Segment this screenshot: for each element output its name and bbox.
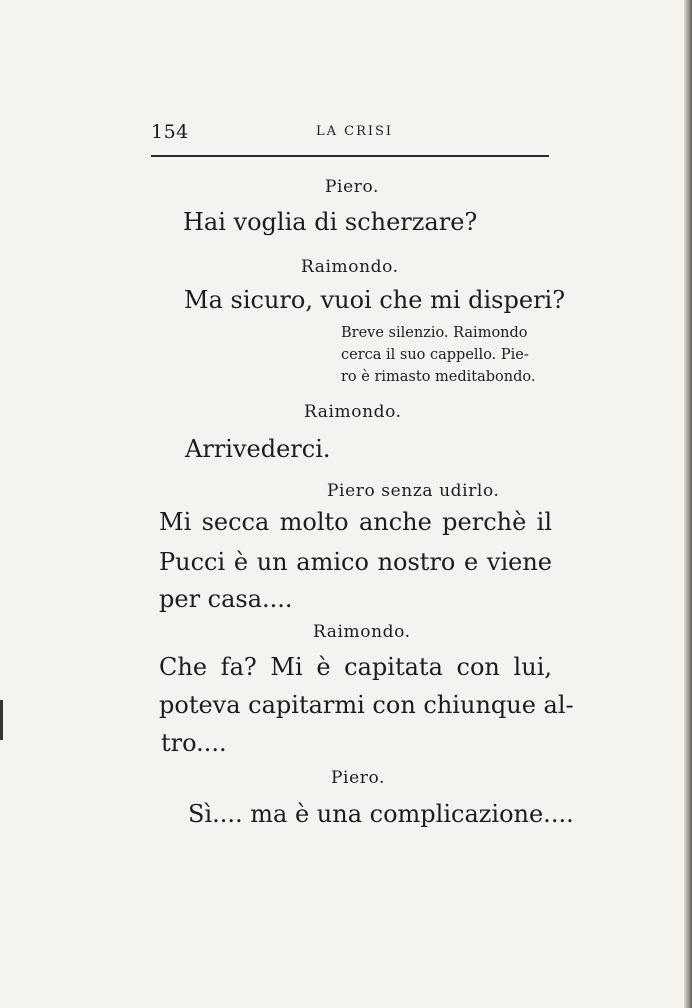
speaker-label-with-direction: Piero senza udirlo. [327, 481, 500, 501]
page-number: 154 [151, 121, 189, 143]
speaker-label: Piero. [325, 177, 380, 197]
speaker-label: Raimondo. [304, 402, 402, 422]
header-rule [151, 155, 549, 157]
speaker-label: Piero. [331, 768, 386, 788]
dialogue-paragraph-line: per casa.... [159, 585, 293, 613]
dialogue-paragraph-line: Che fa? Mi è capitata con lui, [159, 653, 552, 681]
page-edge-mark [0, 700, 3, 740]
dialogue-paragraph-line: Pucci è un amico nostro e viene [159, 548, 552, 576]
dialogue-line: Arrivederci. [185, 435, 331, 463]
page-edge [684, 0, 692, 1008]
dialogue-line: Ma sicuro, vuoi che mi disperi? [184, 286, 566, 314]
stage-direction-line: Breve silenzio. Raimondo [341, 325, 528, 341]
dialogue-paragraph-line: poteva capitarmi con chiunque al- [159, 691, 574, 719]
dialogue-line: Hai voglia di scherzare? [183, 208, 478, 236]
dialogue-paragraph-line: tro.... [161, 729, 227, 757]
dialogue-line: Sì.... ma è una complicazione.... [188, 800, 574, 828]
running-title: LA CRISI [316, 124, 394, 139]
stage-direction-line: ro è rimasto meditabondo. [341, 369, 536, 385]
stage-direction-line: cerca il suo cappello. Pie- [341, 347, 529, 363]
speaker-label: Raimondo. [313, 622, 411, 642]
dialogue-paragraph-line: Mi secca molto anche perchè il [159, 508, 552, 536]
speaker-label: Raimondo. [301, 257, 399, 277]
